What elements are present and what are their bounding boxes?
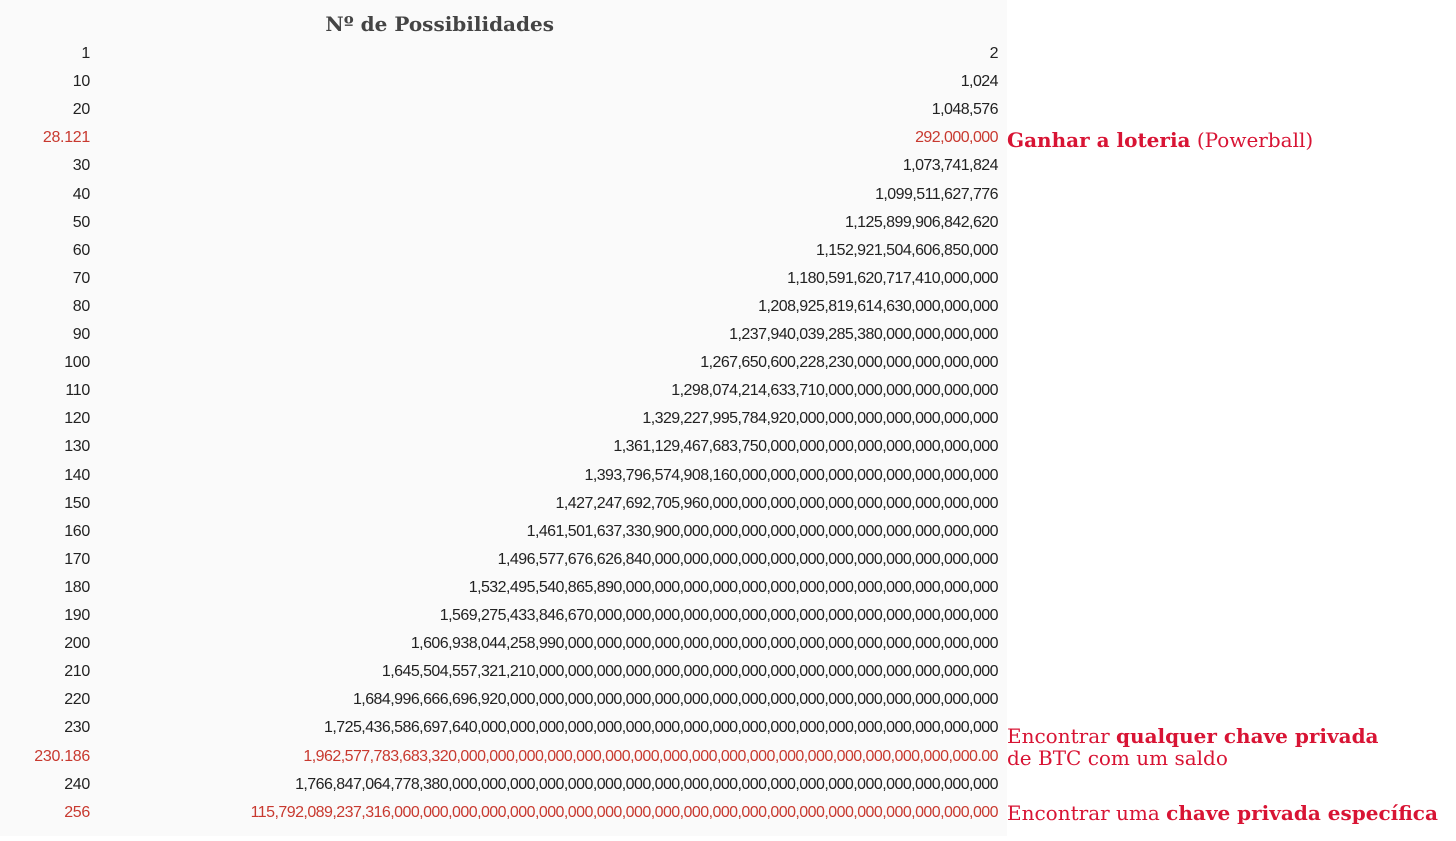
note-lottery-rest: (Powerball)	[1190, 128, 1314, 152]
table-row	[0, 548, 1007, 576]
possibilities-cell: 1,024	[960, 73, 998, 91]
table-row	[0, 520, 1007, 548]
table-row	[0, 70, 1007, 98]
possibilities-cell: 292,000,000	[915, 129, 998, 147]
note-specific-key-bold: chave privada específica	[1166, 801, 1438, 825]
possibilities-cell: 1,427,247,692,705,960,000,000,000,000,000,000,000,000,000,000	[555, 494, 998, 512]
bits-cell: 190	[64, 607, 90, 624]
table-row	[0, 660, 1007, 688]
bits-cell: 50	[72, 213, 90, 231]
table-row	[0, 295, 1007, 323]
bits-cell: 130	[64, 438, 90, 456]
note-specific-key	[1007, 802, 1438, 824]
table-row	[0, 267, 1007, 295]
possibilities-cell: 1,329,227,995,784,920,000,000,000,000,000,000,000	[642, 410, 998, 428]
possibilities-cell: 1,496,577,676,626,840,000,000,000,000,000,000,000,000,000,000,000,000	[497, 550, 998, 568]
note-specific-key-pre: Encontrar uma	[1007, 801, 1167, 825]
table-row	[0, 239, 1007, 267]
bits-cell: 110	[65, 382, 90, 400]
possibilities-cell: 1,569,275,433,846,670,000,000,000,000,000,000,000,000,000,000,000,000,000,000	[439, 607, 998, 624]
possibilities-cell: 1,073,741,824	[902, 157, 998, 175]
note-any-key-line2: de BTC com um saldo	[1007, 746, 1228, 770]
note-lottery-bold: Ganhar a loteria	[1007, 128, 1191, 152]
table-row	[0, 351, 1007, 379]
possibilities-cell: 115,792,089,237,316,000,000,000,000,000,000,000,000,000,000,000,000,000,000,000,000,000,000,000,000,000	[250, 803, 998, 821]
bits-cell: 1	[81, 45, 90, 62]
possibilities-cell: 1,361,129,467,683,750,000,000,000,000,000,000,000,000	[613, 438, 998, 456]
table-row	[0, 688, 1007, 716]
table-row	[0, 42, 1007, 70]
possibilities-cell: 1,532,495,540,865,890,000,000,000,000,000,000,000,000,000,000,000,000,000	[468, 578, 998, 596]
possibilities-cell: 1,048,576	[931, 101, 998, 119]
note-any-key-pre: Encontrar	[1007, 724, 1117, 748]
table-row	[0, 464, 1007, 492]
table-row	[0, 323, 1007, 351]
possibilities-cell: 1,725,436,586,697,640,000,000,000,000,000,000,000,000,000,000,000,000,000,000,000,000,000,000	[324, 719, 998, 737]
note-lottery	[1007, 129, 1313, 151]
table-row	[0, 492, 1007, 520]
table-row	[0, 773, 1007, 801]
bits-cell: 170	[64, 550, 90, 568]
table-row	[0, 745, 1007, 773]
table-row	[0, 632, 1007, 660]
table-row	[0, 183, 1007, 211]
possibilities-cell: 1,606,938,044,258,990,000,000,000,000,000,000,000,000,000,000,000,000,000,000,000	[410, 635, 998, 653]
table-row	[0, 407, 1007, 435]
table-row	[0, 379, 1007, 407]
bits-cell: 210	[64, 663, 90, 681]
note-any-key-bold: qualquer chave privada	[1116, 724, 1379, 748]
possibilities-cell: 1,208,925,819,614,630,000,000,000	[758, 297, 998, 315]
possibilities-cell: 1,152,921,504,606,850,000	[816, 241, 998, 259]
possibilities-cell: 1,393,796,574,908,160,000,000,000,000,000,000,000,000,000	[584, 466, 998, 484]
possibilities-cell: 1,962,577,783,683,320,000,000,000,000,000,000,000,000,000,000,000,000,000,000,000,000,000,000.00	[303, 747, 998, 765]
possibilities-cell: 1,180,591,620,717,410,000,000	[787, 269, 998, 287]
bits-cell: 150	[64, 494, 90, 512]
bits-cell: 10	[72, 73, 90, 91]
bits-cell: 80	[72, 297, 90, 315]
possibilities-column-header: Nº de Possibilidades	[325, 12, 554, 36]
table-row	[0, 801, 1007, 829]
table-row	[0, 126, 1007, 154]
bits-cell: 30	[72, 157, 90, 175]
note-any-key-line1	[1007, 725, 1379, 747]
bits-cell: 160	[64, 522, 90, 540]
possibilities-cell: 1,237,940,039,285,380,000,000,000,000	[729, 326, 998, 343]
bits-cell: 256	[64, 803, 90, 821]
possibilities-cell: 1,766,847,064,778,380,000,000,000,000,000,000,000,000,000,000,000,000,000,000,000,000,000,000,000	[295, 775, 998, 793]
bits-cell: 180	[64, 578, 90, 596]
possibilities-cell: 2	[989, 45, 998, 62]
table-row	[0, 604, 1007, 632]
bits-cell: 200	[64, 635, 90, 653]
bits-cell: 120	[64, 410, 90, 428]
bits-cell: 140	[64, 466, 90, 484]
table-row	[0, 576, 1007, 604]
table-row	[0, 154, 1007, 182]
bits-cell: 230	[64, 719, 90, 737]
bits-cell: 70	[72, 269, 90, 287]
table-row	[0, 435, 1007, 463]
possibilities-cell: 1,684,996,666,696,920,000,000,000,000,000,000,000,000,000,000,000,000,000,000,000,000,000	[352, 691, 998, 709]
possibilities-cell: 1,125,899,906,842,620	[844, 213, 998, 231]
possibilities-cell: 1,267,650,600,228,230,000,000,000,000,000	[700, 354, 998, 372]
bits-cell: 40	[72, 185, 90, 203]
bits-cell: 240	[64, 775, 90, 793]
bits-cell: 20	[72, 101, 90, 119]
possibilities-cell: 1,645,504,557,321,210,000,000,000,000,000,000,000,000,000,000,000,000,000,000,000,000	[381, 663, 998, 681]
table-row	[0, 716, 1007, 744]
possibilities-cell: 1,298,074,214,633,710,000,000,000,000,000,000	[671, 382, 998, 400]
bits-cell: 220	[64, 691, 90, 709]
bits-cell: 60	[72, 241, 90, 259]
table-row	[0, 211, 1007, 239]
possibilities-cell: 1,461,501,637,330,900,000,000,000,000,000,000,000,000,000,000,000	[526, 522, 998, 540]
bits-cell: 28.121	[42, 129, 90, 147]
note-any-key	[1007, 725, 1379, 769]
bits-cell: 100	[64, 354, 90, 372]
possibilities-cell: 1,099,511,627,776	[875, 185, 998, 203]
table-row	[0, 98, 1007, 126]
bits-cell: 230.186	[34, 747, 90, 765]
bits-cell: 90	[72, 326, 90, 343]
